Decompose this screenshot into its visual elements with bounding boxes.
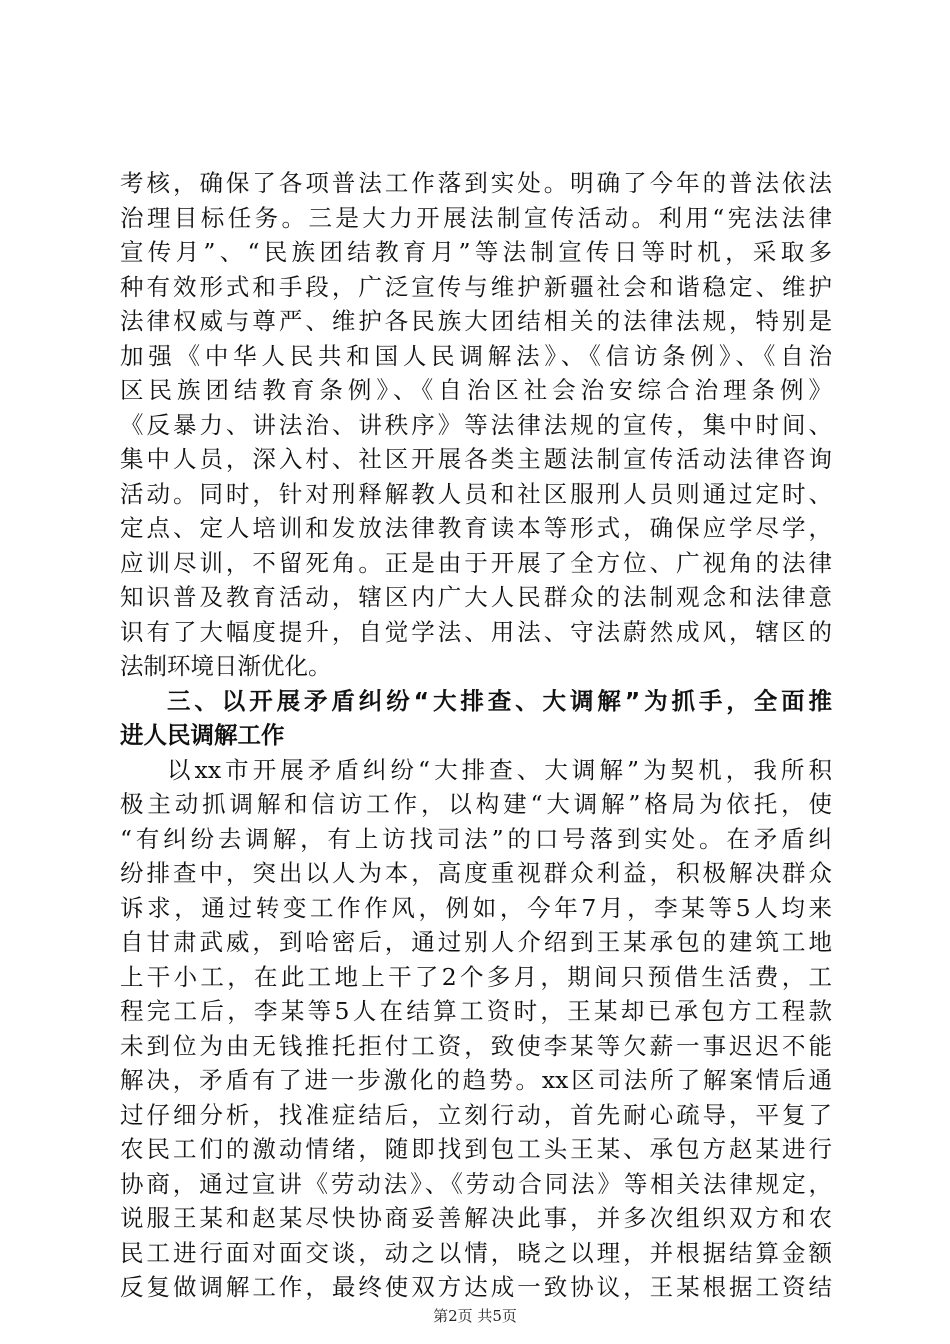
section-heading bbox=[120, 684, 832, 753]
text-line: 协商，通过宣讲《劳动法》、《劳动合同法》等相关法律规定， bbox=[120, 1169, 832, 1198]
paragraph-2 bbox=[120, 753, 832, 1305]
text-line: 识有了大幅度提升，自觉学法、用法、守法蔚然成风，辖区的 bbox=[120, 617, 832, 646]
text-line: 过仔细分析，找准症结后，立刻行动，首先耐心疏导，平复了 bbox=[120, 1100, 832, 1129]
text-line: 定点、定人培训和发放法律教育读本等形式，确保应学尽学， bbox=[120, 514, 832, 542]
text-line: 诉求，通过转变工作作风，例如，今年7月，李某等5人均来 bbox=[120, 893, 832, 922]
text-line: 说服王某和赵某尽快协商妥善解决此事，并多次组织双方和农 bbox=[120, 1204, 832, 1232]
text-line: 程完工后，李某等5人在结算工资时，王某却已承包方工程款 bbox=[120, 997, 832, 1025]
text-line: 法律权威与尊严、维护各民族大团结相关的法律法规，特别是 bbox=[120, 307, 832, 335]
page-footer: 第2页 共5页 bbox=[433, 1307, 517, 1325]
text-line: 反复做调解工作，最终使双方达成一致协议，王某根据工资结 bbox=[120, 1273, 832, 1301]
text-line: 区民族团结教育条例》、《自治区社会治安综合治理条例》 bbox=[120, 376, 832, 404]
text-line: 自甘肃武威，到哈密后，通过别人介绍到王某承包的建筑工地 bbox=[120, 928, 832, 956]
text-line: 活动。同时，针对刑释解教人员和社区服刑人员则通过定时、 bbox=[120, 479, 832, 508]
text-line: 以xx市开展矛盾纠纷“大排查、大调解”为契机，我所积 bbox=[167, 755, 832, 784]
paragraph-1 bbox=[120, 166, 832, 684]
text-line: 解决，矛盾有了进一步激化的趋势。xx区司法所了解案情后通 bbox=[120, 1066, 832, 1094]
text-line: 应训尽训，不留死角。正是由于开展了全方位、广视角的法律 bbox=[120, 548, 832, 577]
text-line: 法制环境日渐优化。 bbox=[120, 652, 332, 680]
text-line: 纷排查中，突出以人为本，高度重视群众利益，积极解决群众 bbox=[120, 859, 832, 887]
text-line: 未到位为由无钱推托拒付工资，致使李某等欠薪一事迟迟不能 bbox=[120, 1031, 832, 1060]
heading-line: 进人民调解工作 bbox=[120, 721, 285, 749]
text-line: 上干小工，在此工地上干了2个多月，期间只预借生活费，工 bbox=[120, 962, 832, 991]
text-line: 《反暴力、讲法治、讲秩序》等法律法规的宣传，集中时间、 bbox=[120, 410, 832, 439]
text-line: 知识普及教育活动，辖区内广大人民群众的法制观念和法律意 bbox=[120, 583, 832, 611]
text-line: 宣传月”、“民族团结教育月”等法制宣传日等时机，采取多 bbox=[120, 238, 832, 266]
text-line: 农民工们的激动情绪，随即找到包工头王某、承包方赵某进行 bbox=[120, 1135, 832, 1163]
text-line: 民工进行面对面交谈，动之以情，晓之以理，并根据结算金额 bbox=[120, 1238, 832, 1267]
text-line: 集中人员，深入村、社区开展各类主题法制宣传活动法律咨询 bbox=[120, 445, 832, 473]
text-line: 治理目标任务。三是大力开展法制宣传活动。利用“宪法法律 bbox=[120, 203, 832, 232]
heading-line: 三、以开展矛盾纠纷“大排查、大调解”为抓手，全面推 bbox=[167, 686, 832, 715]
text-line: 种有效形式和手段，广泛宣传与维护新疆社会和谐稳定、维护 bbox=[120, 272, 832, 301]
text-line: 加强《中华人民共和国人民调解法》、《信访条例》、《自治 bbox=[120, 341, 832, 370]
text-line: 考核，确保了各项普法工作落到实处。明确了今年的普法依法 bbox=[120, 169, 832, 197]
document-body bbox=[120, 166, 832, 1305]
text-line: “有纠纷去调解，有上访找司法”的口号落到实处。在矛盾纠 bbox=[120, 824, 832, 853]
text-line: 极主动抓调解和信访工作，以构建“大调解”格局为依托，使 bbox=[120, 790, 832, 818]
